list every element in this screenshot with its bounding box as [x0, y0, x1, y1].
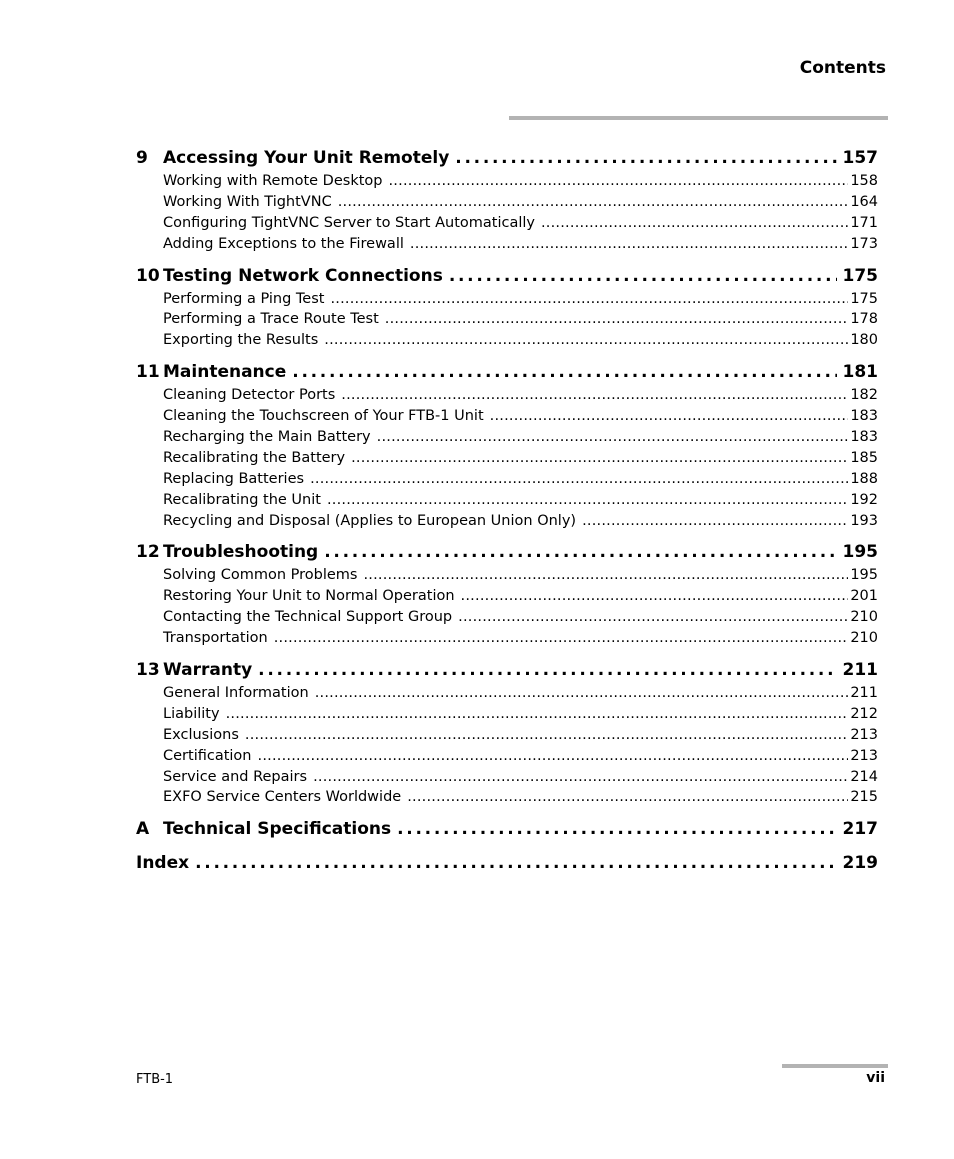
- dot-leader: [292, 360, 836, 385]
- dot-leader: [274, 628, 849, 649]
- dot-leader: [351, 448, 848, 469]
- section-page: 210: [850, 630, 878, 647]
- section-page: 195: [850, 567, 878, 584]
- toc-section-entry[interactable]: [136, 213, 878, 234]
- toc-chapter-entry[interactable]: [136, 540, 878, 565]
- section-title: Exporting the Results: [163, 332, 319, 349]
- toc-section-entry[interactable]: [136, 406, 878, 427]
- toc-section-entry[interactable]: [136, 171, 878, 192]
- chapter-page: 181: [842, 362, 878, 383]
- dot-leader: [363, 565, 848, 586]
- section-page: 193: [850, 512, 878, 529]
- dot-leader: [410, 234, 848, 255]
- section-page: 178: [850, 311, 878, 328]
- toc-section-entry[interactable]: [136, 427, 878, 448]
- toc-section-entry[interactable]: [136, 725, 878, 746]
- toc-chapter-10: [136, 264, 878, 352]
- chapter-page: 157: [842, 148, 878, 168]
- section-page: 215: [850, 789, 878, 806]
- footer-product-name: FTB-1: [136, 1072, 174, 1087]
- dot-leader: [258, 658, 836, 683]
- section-page: 210: [850, 609, 878, 626]
- section-title: Working With TightVNC: [163, 193, 332, 210]
- section-title: Working with Remote Desktop: [163, 173, 383, 189]
- toc-section-entry[interactable]: [136, 628, 878, 649]
- chapter-page: 217: [842, 819, 878, 840]
- dot-leader: [330, 289, 848, 310]
- section-title: Replacing Batteries: [163, 470, 305, 487]
- section-title: Solving Common Problems: [163, 567, 358, 584]
- chapter-title: Maintenance: [163, 362, 287, 383]
- toc-section-entry[interactable]: [136, 683, 878, 704]
- header-rule: [509, 116, 888, 120]
- chapter-number: 12: [136, 542, 160, 563]
- section-page: 175: [850, 290, 878, 307]
- toc-chapter-entry[interactable]: [136, 146, 878, 171]
- section-title: Performing a Ping Test: [163, 290, 325, 307]
- chapter-number: 13: [136, 660, 160, 681]
- toc-section-entry[interactable]: [136, 787, 878, 808]
- section-page: 192: [850, 491, 878, 508]
- section-page: 214: [850, 768, 878, 785]
- dot-leader: [315, 683, 849, 704]
- chapter-title: Index: [136, 853, 190, 874]
- toc-section-entry[interactable]: [136, 607, 878, 628]
- dot-leader: [385, 309, 849, 330]
- dot-leader: [461, 586, 849, 607]
- section-page: 188: [850, 470, 878, 487]
- chapter-title: Warranty: [163, 660, 253, 681]
- section-title: Recycling and Disposal (Applies to European Union Only): [163, 512, 577, 529]
- toc-chapter-entry[interactable]: [136, 658, 878, 683]
- dot-leader: [388, 171, 848, 192]
- toc-section-entry[interactable]: [136, 192, 878, 213]
- chapter-number: A: [136, 819, 150, 840]
- section-page: 213: [850, 726, 878, 743]
- chapter-page: 175: [842, 265, 878, 286]
- table-of-contents: [136, 146, 878, 885]
- section-page: 173: [850, 235, 878, 252]
- section-page: 213: [850, 747, 878, 764]
- dot-leader: [449, 264, 837, 289]
- dot-leader: [377, 427, 849, 448]
- section-title: Contacting the Technical Support Group: [163, 609, 453, 626]
- section-title: Transportation: [163, 630, 268, 647]
- toc-chapter-entry[interactable]: [136, 360, 878, 385]
- toc-chapter-entry[interactable]: [136, 817, 878, 842]
- section-title: Configuring TightVNC Server to Start Automatically: [163, 214, 535, 231]
- section-title: Service and Repairs: [163, 768, 308, 785]
- chapter-title: Accessing Your Unit Remotely: [163, 148, 450, 168]
- toc-section-entry[interactable]: [136, 448, 878, 469]
- section-title: Performing a Trace Route Test: [163, 311, 379, 328]
- toc-chapter-12: [136, 540, 878, 649]
- section-page: 183: [850, 408, 878, 425]
- dot-leader: [258, 746, 849, 767]
- dot-leader: [458, 607, 848, 628]
- section-title: EXFO Service Centers Worldwide: [163, 789, 402, 806]
- dot-leader: [541, 213, 848, 234]
- toc-section-entry[interactable]: [136, 309, 878, 330]
- section-title: General Information: [163, 685, 309, 702]
- dot-leader: [407, 787, 848, 808]
- toc-chapter-13: [136, 658, 878, 808]
- section-title: Restoring Your Unit to Normal Operation: [163, 588, 455, 605]
- dot-leader: [324, 330, 848, 351]
- toc-section-entry[interactable]: [136, 704, 878, 725]
- section-page: 185: [850, 449, 878, 466]
- toc-section-entry[interactable]: [136, 330, 878, 351]
- section-title: Exclusions: [163, 726, 239, 743]
- section-page: 212: [850, 705, 878, 722]
- chapter-page: 219: [842, 853, 878, 874]
- toc-chapter-entry[interactable]: [136, 851, 878, 876]
- section-page: 180: [850, 332, 878, 349]
- footer-rule: [782, 1064, 888, 1068]
- dot-leader: [245, 725, 848, 746]
- toc-section-entry[interactable]: [136, 385, 878, 406]
- toc-section-entry[interactable]: [136, 289, 878, 310]
- section-title: Cleaning Detector Ports: [163, 387, 336, 404]
- chapter-number: 10: [136, 265, 160, 286]
- toc-section-entry[interactable]: [136, 234, 878, 255]
- dot-leader: [195, 851, 836, 876]
- section-page: 201: [850, 588, 878, 605]
- chapter-number: 11: [136, 362, 160, 383]
- chapter-title: Troubleshooting: [163, 542, 319, 563]
- dot-leader: [490, 406, 849, 427]
- toc-chapter-entry[interactable]: [136, 264, 878, 289]
- section-title: Adding Exceptions to the Firewall: [163, 235, 404, 252]
- chapter-title: Technical Specifications: [163, 819, 392, 840]
- section-title: Recharging the Main Battery: [163, 429, 371, 446]
- chapter-title: Testing Network Connections: [163, 265, 443, 286]
- section-page: 164: [850, 193, 878, 210]
- footer-page-number: vii: [866, 1070, 885, 1086]
- dot-leader: [397, 817, 836, 842]
- section-title: Recalibrating the Battery: [163, 449, 346, 466]
- dot-leader: [226, 704, 849, 725]
- chapter-page: 195: [842, 542, 878, 563]
- section-title: Liability: [163, 705, 220, 722]
- section-page: 182: [850, 387, 878, 404]
- section-page: 183: [850, 429, 878, 446]
- section-page: 211: [850, 685, 878, 702]
- section-title: Cleaning the Touchscreen of Your FTB-1 Unit: [163, 408, 484, 425]
- dot-leader: [341, 385, 848, 406]
- dot-leader: [455, 146, 836, 171]
- section-page: 158: [850, 173, 878, 189]
- section-title: Recalibrating the Unit: [163, 491, 321, 508]
- chapter-page: 211: [842, 660, 878, 681]
- toc-chapter-11: [136, 360, 878, 531]
- chapter-number: 9: [136, 148, 148, 168]
- section-title: Certification: [163, 747, 252, 764]
- toc-chapter-9: [136, 146, 878, 255]
- toc-index: [136, 851, 878, 876]
- toc-section-entry[interactable]: [136, 746, 878, 767]
- dot-leader: [324, 540, 836, 565]
- toc-section-entry[interactable]: [136, 490, 878, 511]
- dot-leader: [313, 767, 848, 788]
- dot-leader: [338, 192, 849, 213]
- dot-leader: [327, 490, 848, 511]
- toc-appendix-a: [136, 817, 878, 842]
- toc-section-entry[interactable]: [136, 565, 878, 586]
- toc-section-entry[interactable]: [136, 511, 878, 532]
- toc-section-entry[interactable]: [136, 469, 878, 490]
- page-header-title: Contents: [799, 58, 886, 78]
- dot-leader: [582, 511, 848, 532]
- section-page: 171: [850, 214, 878, 231]
- toc-section-entry[interactable]: [136, 586, 878, 607]
- dot-leader: [310, 469, 848, 490]
- toc-section-entry[interactable]: [136, 767, 878, 788]
